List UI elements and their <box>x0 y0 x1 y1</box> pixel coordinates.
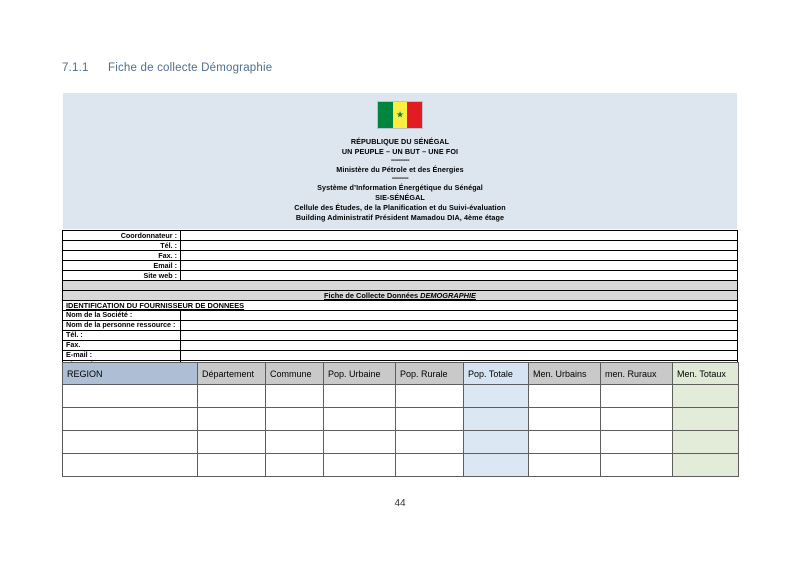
provider-label-4: E-mail : <box>63 351 181 361</box>
provider-heading-row <box>63 301 738 311</box>
cell-men-totaux[interactable] <box>673 385 739 408</box>
form-title-text <box>324 291 476 300</box>
cell-commune[interactable] <box>266 385 324 408</box>
sie-acronym-line: SIE-SÉNÉGAL <box>375 193 425 202</box>
coordinator-label-2: Fax. : <box>63 251 181 261</box>
coordinator-label-3: Email : <box>63 261 181 271</box>
table-row <box>63 341 738 351</box>
cell-men-urbains[interactable] <box>529 454 601 477</box>
cell-departement[interactable] <box>198 454 266 477</box>
form-title-row <box>63 291 738 301</box>
cell-region[interactable] <box>63 408 198 431</box>
table-row <box>63 231 738 241</box>
coordinator-value-3[interactable] <box>181 261 738 271</box>
provider-value-3[interactable] <box>181 341 738 351</box>
ministry-line: Ministère du Pétrole et des Énergies <box>336 165 464 174</box>
cell-departement[interactable] <box>198 385 266 408</box>
column-header-commune[interactable]: Commune <box>266 363 324 385</box>
cell-line: Cellule des Études, de la Planification et du Suivi-évaluation <box>294 203 506 212</box>
column-header-men-ruraux[interactable]: men. Ruraux <box>601 363 673 385</box>
cell-men-ruraux[interactable] <box>601 385 673 408</box>
table-row <box>63 241 738 251</box>
separator-one: ---------- <box>390 157 410 164</box>
cell-departement[interactable] <box>198 408 266 431</box>
form-title-emphasis: DEMOGRAPHIE <box>420 291 476 300</box>
cell-departement[interactable] <box>198 431 266 454</box>
grid-spacer-cell <box>63 281 738 291</box>
cell-commune[interactable] <box>266 431 324 454</box>
coordinator-label-0: Coordonnateur : <box>63 231 181 241</box>
flag-band-yellow <box>393 102 408 128</box>
separator-two: --------- <box>391 175 409 182</box>
demography-data-table <box>62 362 738 477</box>
cell-commune[interactable] <box>266 454 324 477</box>
table-row <box>63 271 738 281</box>
coordinator-value-0[interactable] <box>181 231 738 241</box>
section-heading <box>62 62 272 74</box>
table-row <box>63 251 738 261</box>
cell-pop-totale[interactable] <box>464 408 529 431</box>
table-row <box>63 311 738 321</box>
form-title-cell <box>63 291 738 301</box>
cell-men-ruraux[interactable] <box>601 408 673 431</box>
section-title: Fiche de collecte Démographie <box>108 62 273 74</box>
column-header-region[interactable]: REGION <box>63 363 198 385</box>
table-row <box>63 408 739 431</box>
provider-label-3: Fax. <box>63 341 181 351</box>
data-table <box>62 362 739 477</box>
cell-men-totaux[interactable] <box>673 431 739 454</box>
senegal-flag-icon <box>377 101 423 129</box>
column-header-pop-urbaine[interactable]: Pop. Urbaine <box>324 363 396 385</box>
cell-pop-urbaine[interactable] <box>324 431 396 454</box>
cell-pop-urbaine[interactable] <box>324 408 396 431</box>
collection-form <box>62 92 738 371</box>
cell-pop-rurale[interactable] <box>396 431 464 454</box>
republic-line: RÉPUBLIQUE DU SÉNÉGAL <box>350 137 450 146</box>
cell-pop-rurale[interactable] <box>396 385 464 408</box>
cell-men-urbains[interactable] <box>529 385 601 408</box>
cell-region[interactable] <box>63 454 198 477</box>
address-line: Building Administratif Président Mamadou DIA, 4ème étage <box>295 213 505 222</box>
table-row <box>63 261 738 271</box>
provider-value-2[interactable] <box>181 331 738 341</box>
provider-heading-text: IDENTIFICATION DU FOURNISSEUR DE DONNEES <box>66 301 245 310</box>
section-number: 7.1.1 <box>62 62 89 74</box>
cell-pop-rurale[interactable] <box>396 454 464 477</box>
column-header-men-urbains[interactable]: Men. Urbains <box>529 363 601 385</box>
provider-label-2: Tél. : <box>63 331 181 341</box>
coordinator-value-1[interactable] <box>181 241 738 251</box>
provider-heading-cell <box>63 301 738 311</box>
cell-men-ruraux[interactable] <box>601 454 673 477</box>
cell-pop-totale[interactable] <box>464 385 529 408</box>
coordinator-label-4: Site web : <box>63 271 181 281</box>
coordinator-label-1: Tél. : <box>63 241 181 251</box>
cell-pop-urbaine[interactable] <box>324 385 396 408</box>
data-table-header-row <box>63 363 739 385</box>
provider-value-4[interactable] <box>181 351 738 361</box>
coordinator-value-4[interactable] <box>181 271 738 281</box>
page-number: 44 <box>394 498 406 509</box>
form-title-prefix: Fiche de Collecte Données <box>324 291 421 300</box>
provider-label-1: Nom de la personne ressource : <box>63 321 181 331</box>
cell-pop-urbaine[interactable] <box>324 454 396 477</box>
cell-men-totaux[interactable] <box>673 408 739 431</box>
table-row <box>63 351 738 361</box>
cell-pop-totale[interactable] <box>464 454 529 477</box>
column-header-pop-rurale[interactable]: Pop. Rurale <box>396 363 464 385</box>
flag-star-icon: ★ <box>395 109 405 120</box>
flag-band-green <box>378 102 393 128</box>
cell-region[interactable] <box>63 431 198 454</box>
table-row <box>63 321 738 331</box>
provider-value-1[interactable] <box>181 321 738 331</box>
coordinator-value-2[interactable] <box>181 251 738 261</box>
cell-men-ruraux[interactable] <box>601 431 673 454</box>
table-row <box>63 454 739 477</box>
cell-pop-rurale[interactable] <box>396 408 464 431</box>
letterhead <box>62 92 738 230</box>
cell-men-totaux[interactable] <box>673 454 739 477</box>
column-header-pop-totale[interactable]: Pop. Totale <box>464 363 529 385</box>
table-row <box>63 385 739 408</box>
cell-men-urbains[interactable] <box>529 431 601 454</box>
cell-region[interactable] <box>63 385 198 408</box>
cell-men-urbains[interactable] <box>529 408 601 431</box>
grid-spacer-row <box>63 281 738 291</box>
flag-band-red <box>407 102 422 128</box>
table-row <box>63 431 739 454</box>
cell-pop-totale[interactable] <box>464 431 529 454</box>
motto-line: UN PEUPLE – UN BUT – UNE FOI <box>341 147 459 156</box>
table-row <box>63 331 738 341</box>
provider-label-0: Nom de la Société : <box>63 311 181 321</box>
sie-system-line: Système d’Information Énergétique du Sénégal <box>317 183 483 192</box>
column-header-men-totaux[interactable]: Men. Totaux <box>673 363 739 385</box>
form-grid <box>62 230 738 371</box>
column-header-departement[interactable]: Département <box>198 363 266 385</box>
provider-value-0[interactable] <box>181 311 738 321</box>
cell-commune[interactable] <box>266 408 324 431</box>
